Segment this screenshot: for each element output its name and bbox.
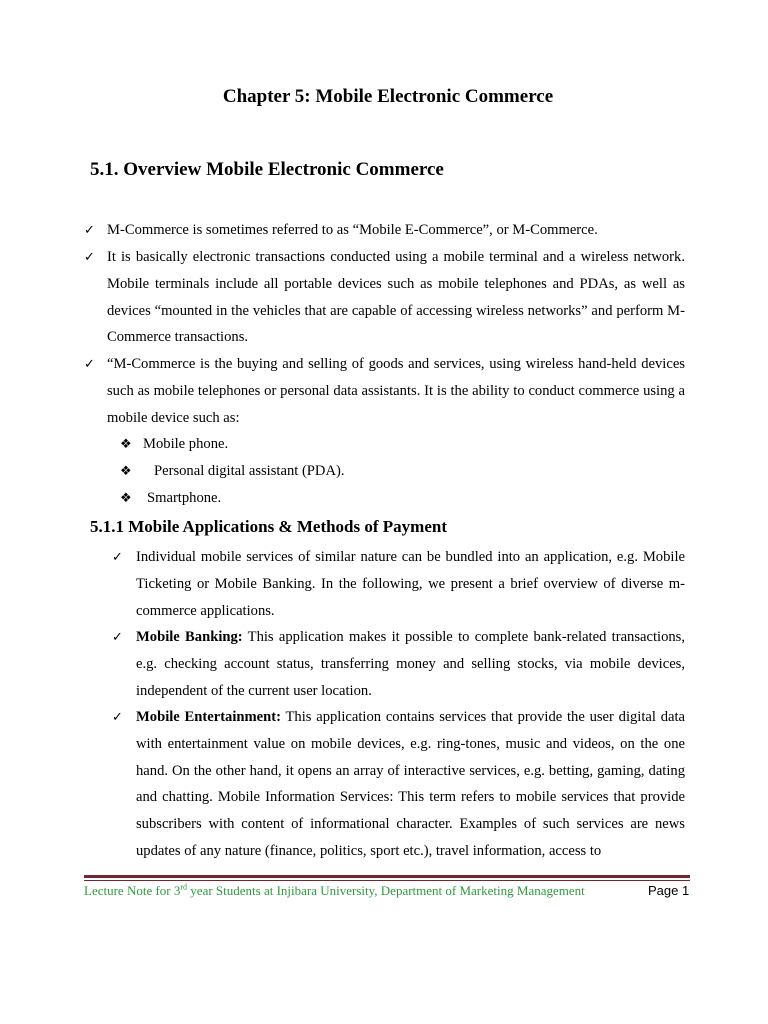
footer-divider-thin <box>84 880 690 881</box>
subsection-heading: 5.1.1 Mobile Applications & Methods of Payment <box>90 517 447 536</box>
footer-lecture-note: Lecture Note for 3rd year Students at Injibara University, Department of Marketing Management <box>84 882 585 898</box>
app-bullet-mobile-banking: Mobile Banking: This application makes it possible to complete bank-related transactions, e.g. checking account status, transferring money and selling stocks, via mobile devices, independent of the current user location. <box>136 629 686 699</box>
app-bullet-1: Individual mobile services of similar nature can be bundled into an application, e.g. Mobile Ticketing or Mobile Banking. In the following, we present a brief overview of diverse m-commerce applications. <box>136 549 685 619</box>
overview-bullet-3: “M-Commerce is the buying and selling of goods and services, using wireless hand-held devices such as mobile telephones or personal data assistants. It is the ability to conduct commerce using a mobile device such as: <box>107 356 685 426</box>
device-item-1: Mobile phone. <box>143 436 229 452</box>
mobile-entertainment-lead: Mobile Entertainment: <box>136 709 282 725</box>
mobile-banking-lead: Mobile Banking: <box>136 629 243 645</box>
app-bullet-mobile-entertainment: Mobile Entertainment: This application contains services that provide the user digital data with entertainment value on mobile devices, e.g. ring-tones, music and videos, on the one hand. On the other hand, it opens an array of interactive services, e.g. betting, gaming, dating and chatting. Mobile Information Services: This term refers to mobile services that provide subscribers with content of informational character. Examples of such services are news updates of any nature (finance, politics, sport etc.), travel information, access to <box>136 709 685 859</box>
checkmark-icon: ✓ <box>112 630 123 645</box>
diamond-bullet-icon: ❖ <box>120 437 132 452</box>
overview-bullet-2: It is basically electronic transactions conducted using a mobile terminal and a wireless network. Mobile terminals include all portable devices such as mobile telephones and PDAs, as well as devices “mounted in the vehicles that are capable of accessing wireless networks” and perform M-Commerce transactions. <box>107 249 685 346</box>
chapter-title: Chapter 5: Mobile Electronic Commerce <box>222 86 554 107</box>
checkmark-icon: ✓ <box>112 710 123 725</box>
device-item-3: Smartphone. <box>147 490 222 506</box>
checkmark-icon: ✓ <box>84 223 95 238</box>
diamond-bullet-icon: ❖ <box>120 491 132 506</box>
section-heading: 5.1. Overview Mobile Electronic Commerce <box>90 159 444 180</box>
footer-divider <box>84 875 690 878</box>
diamond-bullet-icon: ❖ <box>120 464 132 479</box>
overview-bullet-1: M-Commerce is sometimes referred to as “Mobile E-Commerce”, or M-Commerce. <box>107 222 598 238</box>
checkmark-icon: ✓ <box>84 250 95 265</box>
page-number: Page 1 <box>648 883 690 898</box>
device-item-2: Personal digital assistant (PDA). <box>154 463 345 479</box>
checkmark-icon: ✓ <box>84 357 95 372</box>
checkmark-icon: ✓ <box>112 550 123 565</box>
